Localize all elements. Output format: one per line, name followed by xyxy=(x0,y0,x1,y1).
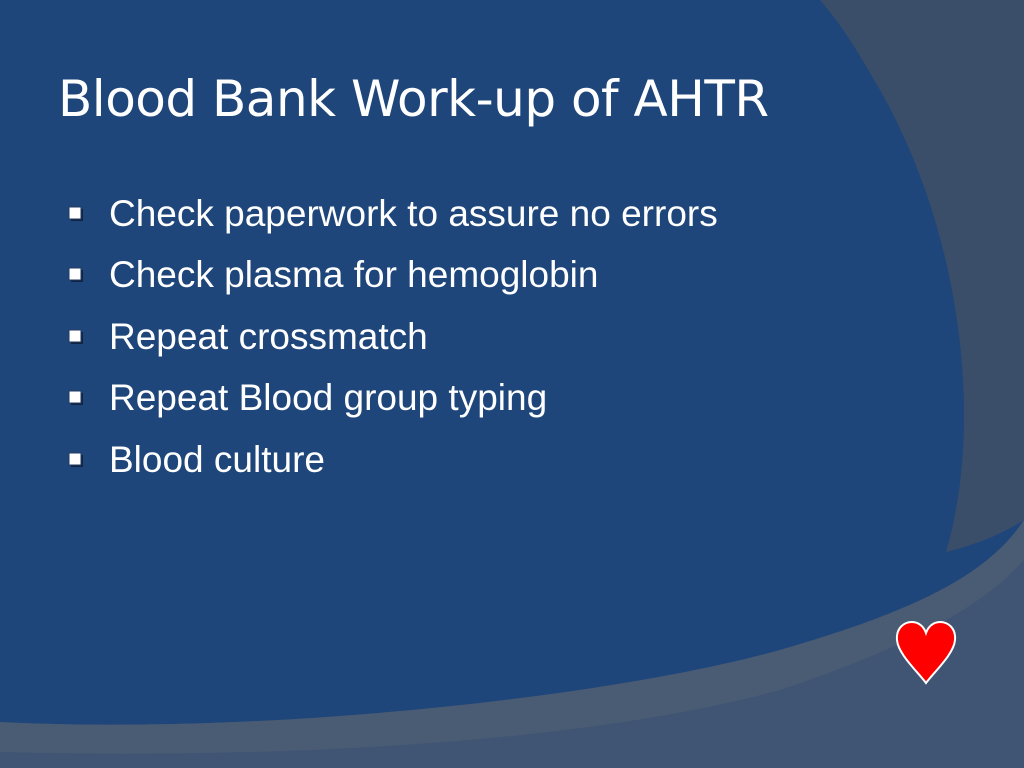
heart-icon xyxy=(894,620,958,686)
bullet-text: Check paperwork to assure no errors xyxy=(109,192,718,234)
checkbox-square-icon xyxy=(68,329,84,345)
checkbox-square-icon xyxy=(68,452,84,468)
bullet-text: Repeat Blood group typing xyxy=(109,377,548,419)
checkbox-square-icon xyxy=(68,267,84,283)
list-item xyxy=(68,183,718,245)
bullet-text: Blood culture xyxy=(109,438,325,480)
slide-title: Blood Bank Work-up of AHTR xyxy=(58,70,769,128)
checkbox-square-icon xyxy=(68,390,84,406)
checkbox-square-icon xyxy=(68,206,84,222)
list-item xyxy=(68,306,718,368)
bullet-text: Repeat crossmatch xyxy=(109,315,428,357)
list-item xyxy=(68,429,718,491)
bullet-list xyxy=(68,183,718,491)
bullet-text: Check plasma for hemoglobin xyxy=(109,254,599,296)
list-item xyxy=(68,245,718,307)
list-item xyxy=(68,368,718,430)
